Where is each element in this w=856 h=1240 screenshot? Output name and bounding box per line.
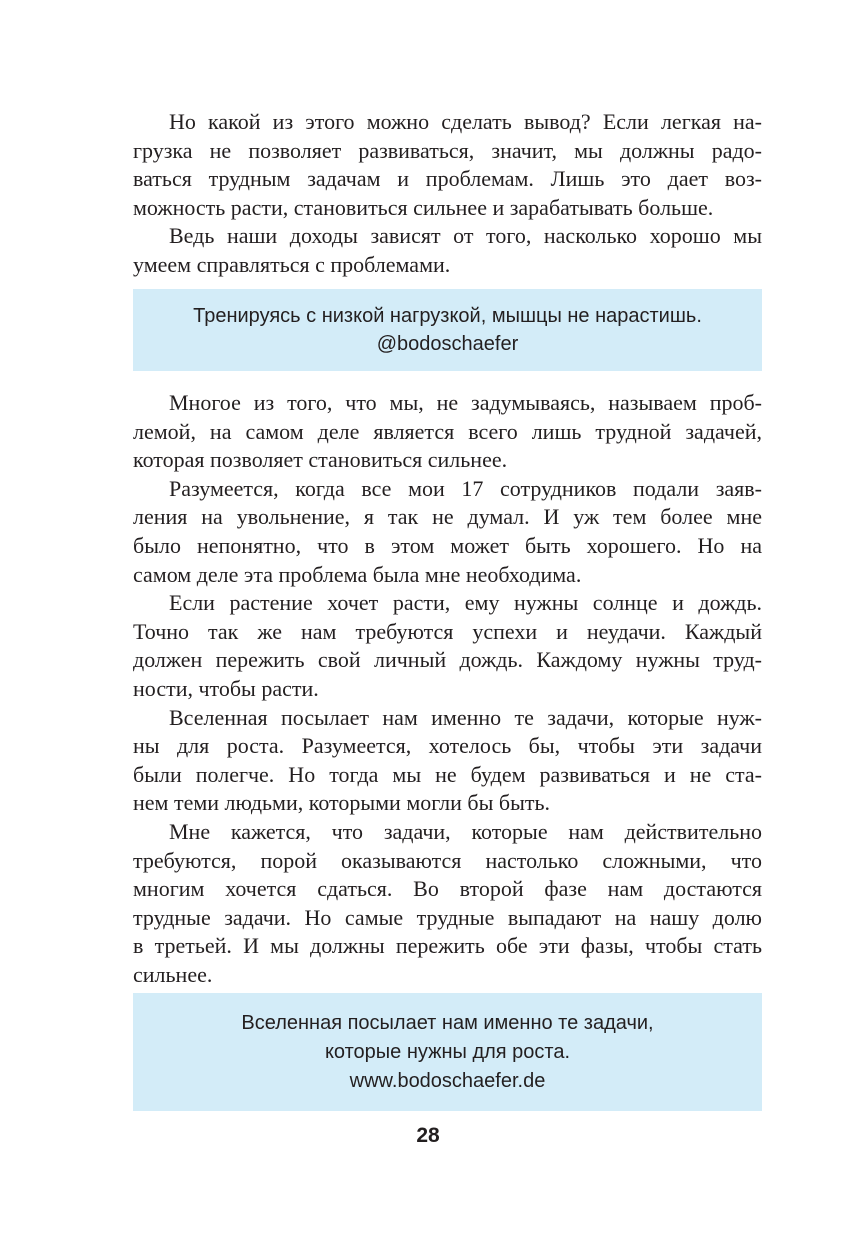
text-line: Многое из того, что мы, не задумываясь, называем проб- [169, 390, 762, 415]
text-line: Вселенная посылает нам именно те задачи, которые нуж- [169, 704, 762, 730]
text-line: умеем справляться с проблемами. [133, 251, 451, 277]
text-line: ваться трудным задачам и проблемам. Лишь это дает воз- [133, 166, 762, 192]
text-block-main [133, 389, 762, 989]
text-line: Разумеется, когда все мои 17 сотрудников подали заяв- [169, 475, 762, 501]
paragraph [133, 704, 762, 818]
text-line: ления на увольнение, я так не думал. И уж тем более мне [133, 504, 762, 530]
callout-handle: @bodoschaefer [376, 333, 519, 355]
text-block-top [133, 108, 762, 280]
quote-callout [133, 993, 762, 1111]
paragraph [133, 475, 762, 589]
text-line: можность расти, становиться сильнее и зарабатывать больше. [133, 194, 714, 220]
paragraph [133, 222, 762, 279]
text-line: многим хочется сдаться. Во второй фазе нам достаются [133, 876, 762, 902]
text-line: Но какой из этого можно сделать вывод? Если легкая на- [169, 109, 762, 134]
text-line: которая позволяет становиться сильнее. [133, 447, 508, 473]
text-line: Мне кажется, что задачи, которые нам действительно [169, 818, 762, 844]
text-line: сильнее. [133, 961, 213, 987]
paragraph [133, 818, 762, 990]
text-line: нем теми людьми, которыми могли бы быть. [133, 790, 551, 816]
text-line: Точно так же нам требуются успехи и неудачи. Каждый [133, 618, 762, 644]
callout-quote-line: которые нужны для роста. [324, 1041, 571, 1063]
callout-quote: Тренируясь с низкой нагрузкой, мышцы не нарастишь. [193, 305, 702, 327]
callout-quote-line: Вселенная посылает нам именно те задачи, [241, 1012, 654, 1034]
text-line: лемой, на самом деле является всего лишь трудной задачей, [133, 418, 762, 444]
text-line: было непонятно, что в этом может быть хорошего. Но на [133, 532, 762, 558]
page-number: 28 [416, 1124, 440, 1147]
quote-callout [133, 289, 762, 371]
text-line: должен пережить свой личный дождь. Каждому нужны труд- [133, 647, 762, 673]
text-line: в третьей. И мы должны пережить обе эти фазы, чтобы стать [133, 933, 762, 959]
paragraph [133, 589, 762, 703]
paragraph [133, 108, 762, 222]
text-line: ности, чтобы расти. [133, 675, 319, 701]
text-line: требуются, порой оказываются настолько сложными, что [133, 847, 762, 873]
text-line: Если растение хочет расти, ему нужны солнце и дождь. [169, 590, 762, 616]
text-line: были полегче. Но тогда мы не будем развиваться и не ста- [133, 761, 762, 787]
text-line: ны для роста. Разумеется, хотелось бы, чтобы эти задачи [133, 733, 762, 759]
text-line: Ведь наши доходы зависят от того, насколько хорошо мы [169, 223, 762, 249]
text-line: грузка не позволяет развиваться, значит, мы должны радо- [133, 137, 762, 163]
text-line: самом деле эта проблема была мне необходима. [133, 561, 582, 587]
text-line: трудные задачи. Но самые трудные выпадают на нашу долю [133, 904, 762, 930]
callout-url: www.bodoschaefer.de [349, 1070, 546, 1092]
paragraph [133, 389, 762, 475]
